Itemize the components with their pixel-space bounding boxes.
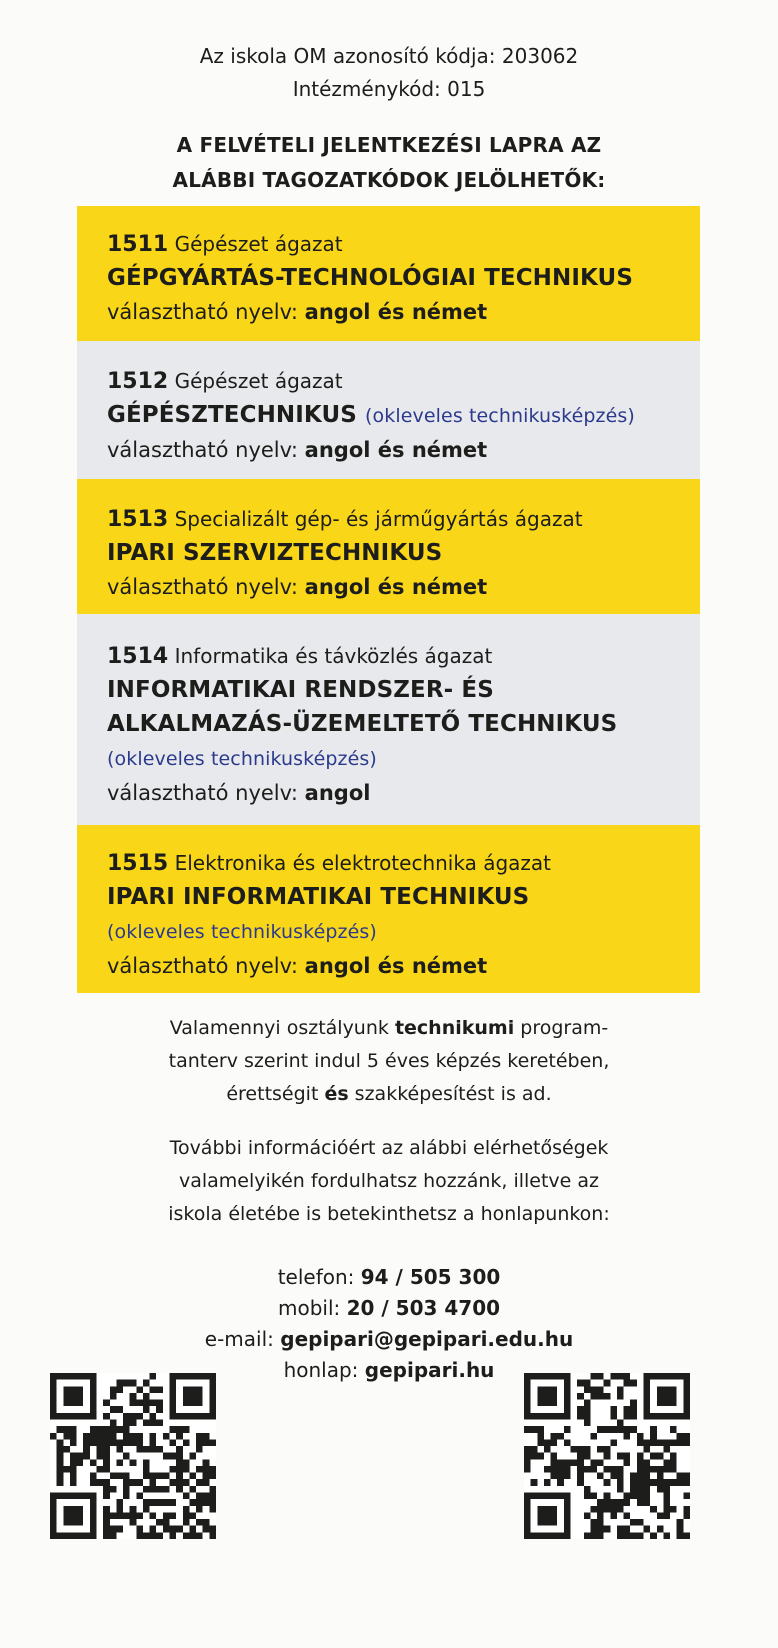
language-label: választható nyelv: — [107, 438, 298, 462]
info-paragraph-2 — [0, 1132, 778, 1231]
heading-line-1: A FELVÉTELI JELENTKEZÉSI LAPRA AZ — [176, 133, 602, 157]
language-label: választható nyelv: — [107, 781, 298, 805]
email-link[interactable]: gepipari@gepipari.edu.hu — [280, 1327, 574, 1351]
info-text: érettségit — [226, 1083, 325, 1105]
info-text: iskola életébe is betekinthetsz a honlapunkon: — [168, 1203, 610, 1225]
info-text: tanterv szerint indul 5 éves képzés keretében, — [168, 1050, 610, 1072]
mobile-label: mobil: — [277, 1296, 341, 1320]
heading-line-2: ALÁBBI TAGOZATKÓDOK JELÖLHETŐK: — [172, 168, 606, 192]
program-1514 — [77, 614, 700, 825]
info-text: program- — [514, 1017, 609, 1039]
program-title: GÉPGYÁRTÁS-TECHNOLÓGIAI TECHNIKUS — [107, 265, 633, 291]
info-paragraph-1 — [0, 1012, 778, 1111]
program-title-line-2: ALKALMAZÁS-ÜZEMELTETŐ TECHNIKUS — [107, 711, 618, 737]
language-value: angol és német — [304, 575, 488, 599]
program-note: (okleveles technikusképzés) — [365, 405, 635, 427]
mobile-value[interactable]: 20 / 503 4700 — [346, 1296, 501, 1320]
program-sector: Informatika és távközlés ágazat — [174, 644, 493, 668]
language-value: angol és német — [304, 300, 488, 324]
contact-block — [0, 1262, 778, 1386]
info-bold: és — [324, 1083, 349, 1105]
program-sector: Gépészet ágazat — [174, 232, 343, 256]
program-1515 — [77, 825, 700, 993]
phone-label: telefon: — [277, 1265, 355, 1289]
program-sector: Specializált gép- és járműgyártás ágazat — [174, 507, 583, 531]
language-label: választható nyelv: — [107, 954, 298, 978]
program-title: IPARI INFORMATIKAI TECHNIKUS — [107, 884, 530, 910]
program-note: (okleveles technikusképzés) — [107, 748, 377, 770]
program-title: IPARI SZERVIZTECHNIKUS — [107, 540, 443, 566]
info-text: szakképesítést is ad. — [348, 1083, 552, 1105]
program-sector: Gépészet ágazat — [174, 369, 343, 393]
institution-code-line: Intézménykód: 015 — [292, 77, 486, 101]
om-code-line: Az iskola OM azonosító kódja: 203062 — [199, 44, 579, 68]
program-note: (okleveles technikusképzés) — [107, 921, 377, 943]
language-label: választható nyelv: — [107, 300, 298, 324]
program-code: 1513 — [107, 507, 169, 532]
program-title: GÉPÉSZTECHNIKUS — [107, 402, 357, 428]
program-sector: Elektronika és elektrotechnika ágazat — [174, 851, 551, 875]
program-code: 1512 — [107, 369, 169, 394]
program-code: 1511 — [107, 232, 169, 257]
program-1513 — [77, 479, 700, 614]
qr-code-right-icon[interactable] — [524, 1373, 690, 1539]
language-label: választható nyelv: — [107, 575, 298, 599]
email-label: e-mail: — [204, 1327, 274, 1351]
program-title-line-1: INFORMATIKAI RENDSZER- ÉS — [107, 677, 494, 703]
language-value: angol és német — [304, 954, 488, 978]
qr-code-left-icon[interactable] — [50, 1373, 216, 1539]
phone-value[interactable]: 94 / 505 300 — [360, 1265, 501, 1289]
web-link[interactable]: gepipari.hu — [364, 1358, 495, 1382]
info-bold: technikumi — [394, 1017, 515, 1039]
program-1511 — [77, 206, 700, 341]
language-value: angol — [304, 781, 371, 805]
program-code: 1515 — [107, 851, 169, 876]
info-text: valamelyikén fordulhatsz hozzánk, illetve az — [178, 1170, 600, 1192]
web-label: honlap: — [283, 1358, 359, 1382]
program-1512 — [77, 341, 700, 479]
info-text: Valamennyi osztályunk — [169, 1017, 395, 1039]
program-code: 1514 — [107, 644, 169, 669]
language-value: angol és német — [304, 438, 488, 462]
info-text: További információért az alábbi elérhetőségek — [169, 1137, 609, 1159]
